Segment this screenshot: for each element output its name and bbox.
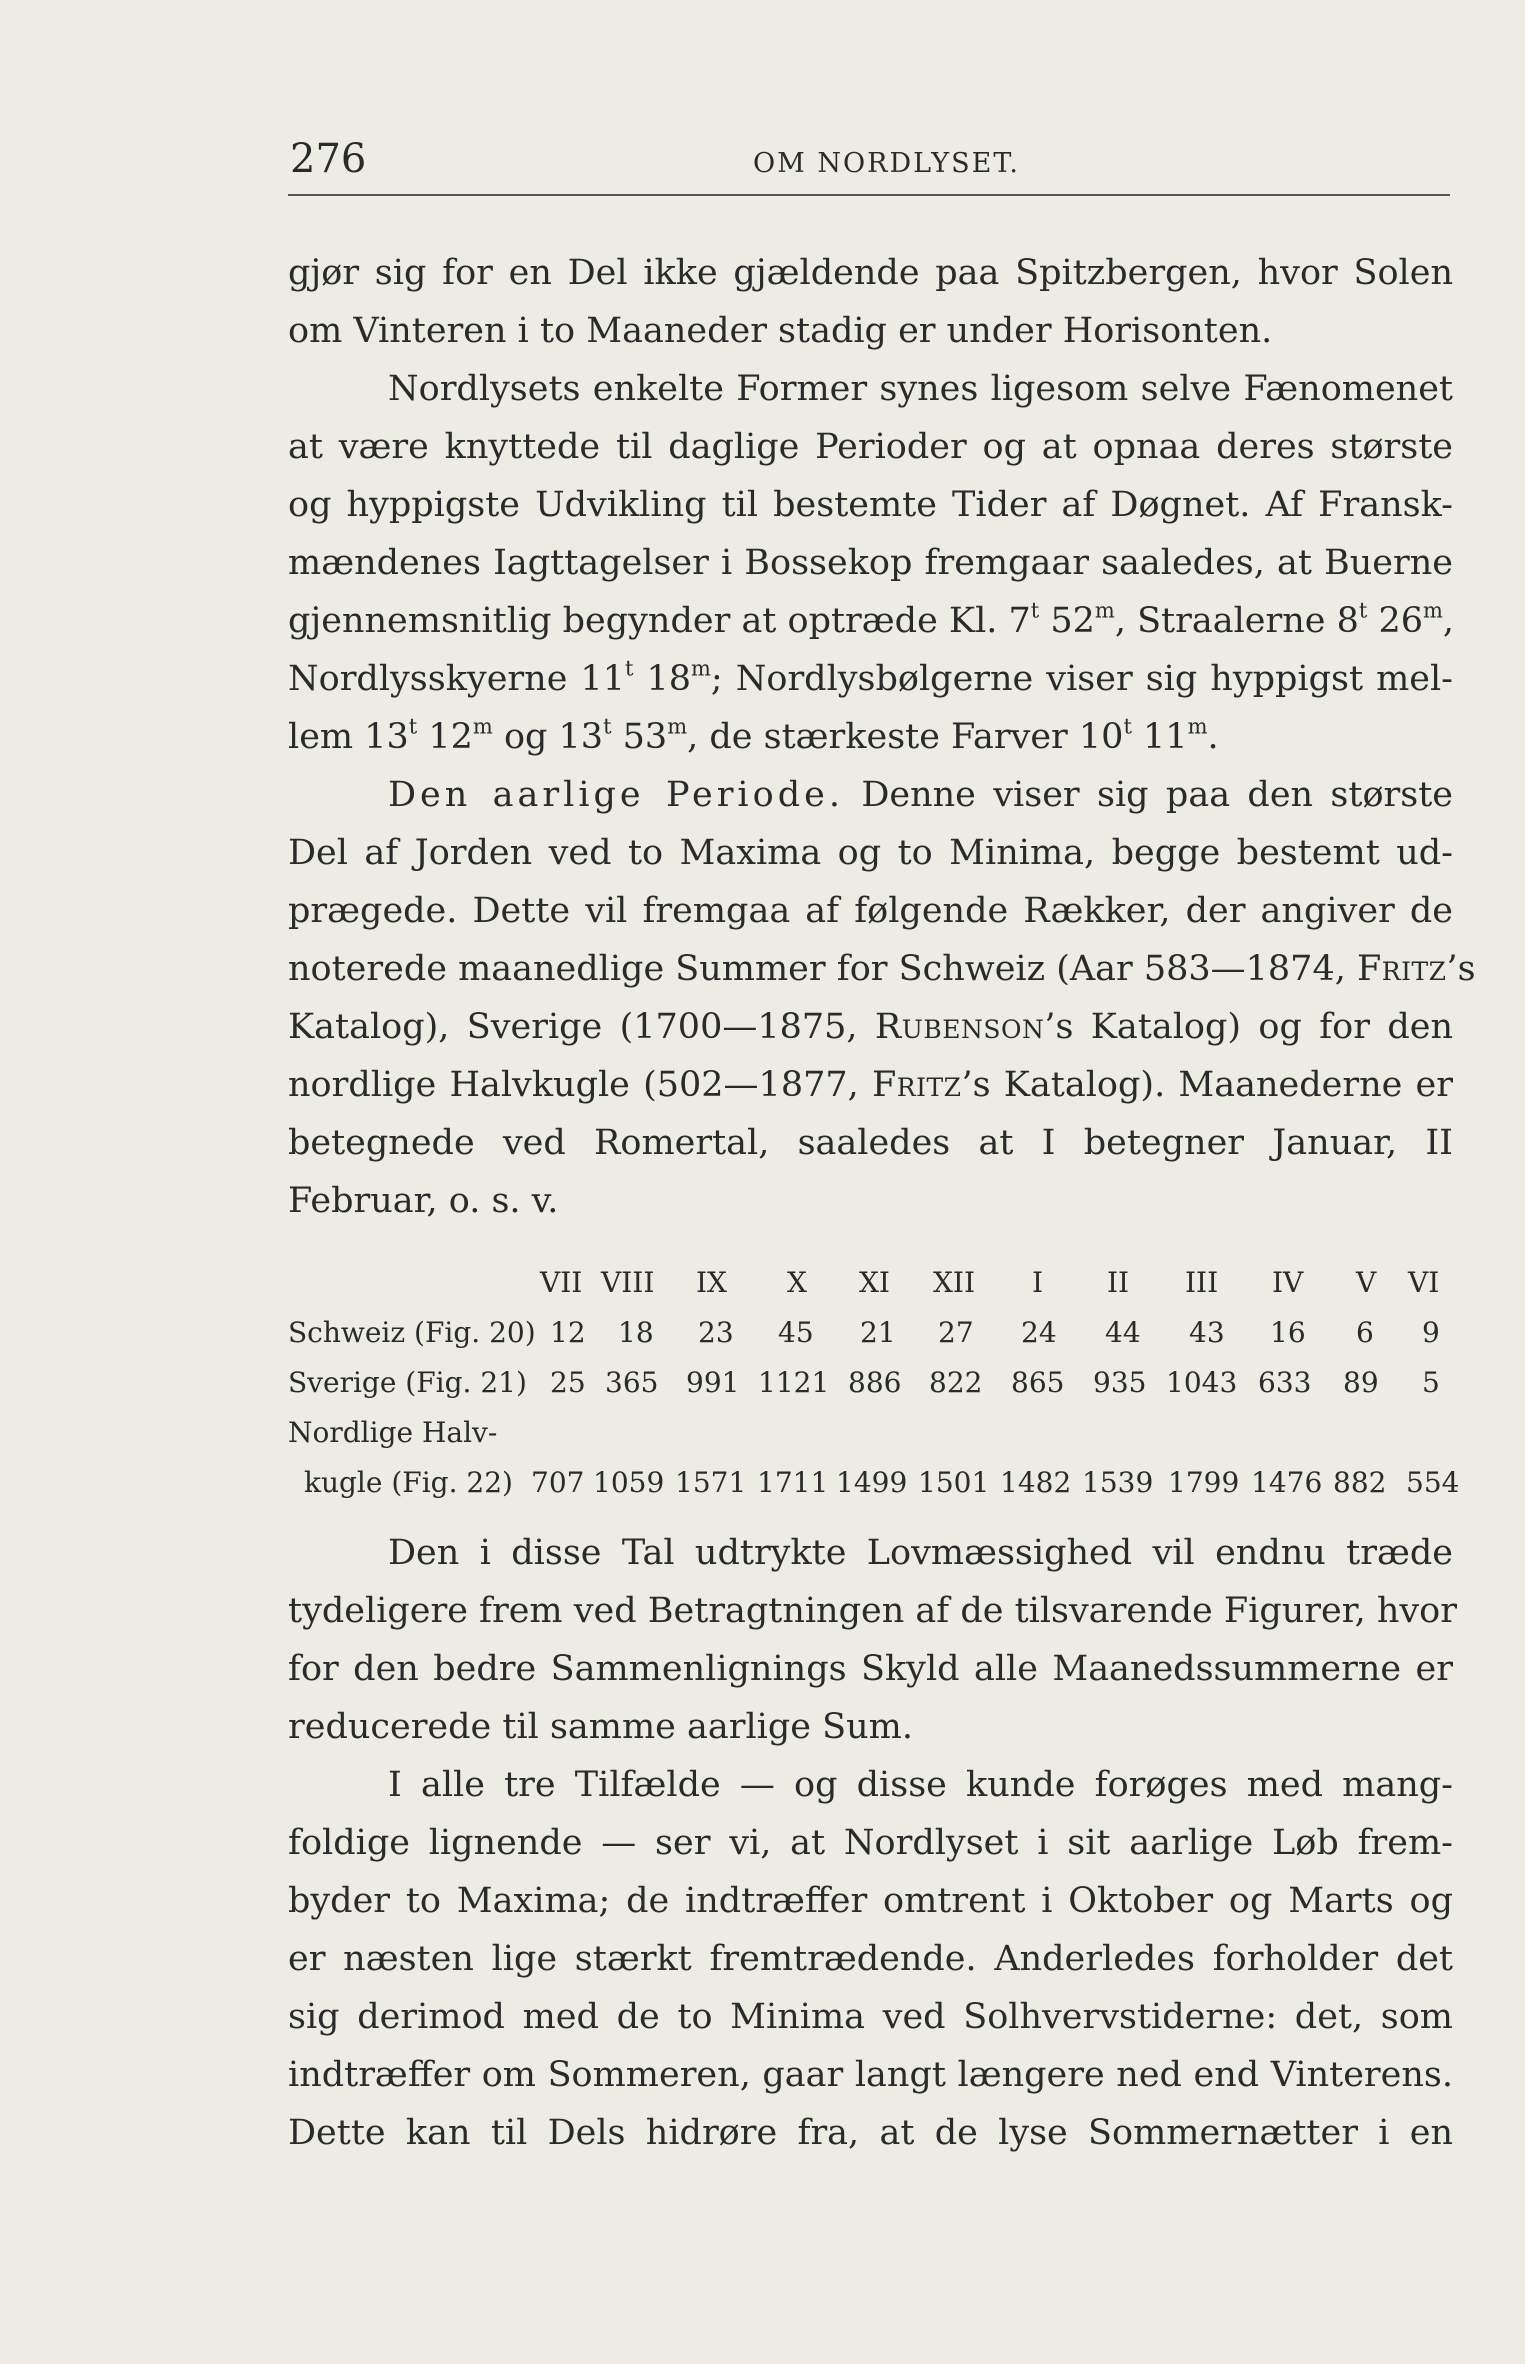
table-cell: 886 xyxy=(848,1366,902,1399)
table-row xyxy=(288,1458,1458,1508)
month-header: VIII xyxy=(601,1266,655,1299)
table-cell: 1121 xyxy=(758,1366,830,1399)
section-heading: Den aarlige Periode. xyxy=(388,775,844,815)
text-line: indtræffer om Sommeren, gaar langt længere ned end Vinterens. xyxy=(288,2055,1453,2095)
table-cell: 1539 xyxy=(1082,1466,1154,1499)
month-header: VI xyxy=(1408,1266,1440,1299)
text-line: mændenes Iagttagelser i Bossekop fremgaar saaledes, at Buerne xyxy=(288,543,1453,583)
row-label: Nordlige Halv- xyxy=(288,1416,498,1449)
table-cell: 1482 xyxy=(1000,1466,1072,1499)
body-text-bottom xyxy=(288,1524,1457,2162)
table-cell: 554 xyxy=(1406,1466,1460,1499)
row-label: kugle (Fig. 22) xyxy=(304,1466,513,1499)
page-number: 276 xyxy=(290,136,367,182)
table-cell: 365 xyxy=(605,1366,659,1399)
text-line: for den bedre Sammenlignings Skyld alle Maanedssummerne er xyxy=(288,1649,1453,1689)
month-header: X xyxy=(787,1266,807,1299)
table-cell: 991 xyxy=(686,1366,740,1399)
text-line: om Vinteren i to Maaneder stadig er under Horisonten. xyxy=(288,311,1273,351)
table-cell: 1499 xyxy=(836,1466,908,1499)
table-cell: 9 xyxy=(1422,1316,1440,1349)
table-cell: 6 xyxy=(1356,1316,1374,1349)
table-cell: 1476 xyxy=(1251,1466,1323,1499)
text-line: Katalog), Sverige (1700—1875, Rubenson’s Katalog) og for den xyxy=(288,1007,1453,1047)
text-line: Nordlysets enkelte Former synes ligesom selve Fænomenet xyxy=(388,369,1453,409)
text-line: Del af Jorden ved to Maxima og to Minima, begge bestemt ud- xyxy=(288,833,1453,873)
table-cell: 21 xyxy=(860,1316,896,1349)
text-line: foldige lignende — ser vi, at Nordlyset i sit aarlige Løb frem- xyxy=(288,1823,1453,1863)
page-header xyxy=(288,128,1450,196)
month-header: XII xyxy=(933,1266,976,1299)
month-header: III xyxy=(1185,1266,1219,1299)
text-line: Dette kan til Dels hidrøre fra, at de lyse Sommernætter i en xyxy=(288,2113,1453,2153)
table-row xyxy=(288,1408,1458,1458)
text-line: nordlige Halvkugle (502—1877, Fritz’s Katalog). Maanederne er xyxy=(288,1065,1453,1105)
table-cell: 44 xyxy=(1105,1316,1141,1349)
text-line: byder to Maxima; de indtræffer omtrent i Oktober og Marts og xyxy=(288,1881,1453,1921)
table-cell: 18 xyxy=(618,1316,654,1349)
text-line: er næsten lige stærkt fremtrædende. Anderledes forholder det xyxy=(288,1939,1453,1979)
table-cell: 1059 xyxy=(593,1466,665,1499)
table-cell: 1799 xyxy=(1168,1466,1240,1499)
table-cell: 25 xyxy=(550,1366,586,1399)
table-cell: 1501 xyxy=(918,1466,990,1499)
table-cell: 707 xyxy=(531,1466,585,1499)
table-cell: 1043 xyxy=(1166,1366,1238,1399)
text-line: noterede maanedlige Summer for Schweiz (Aar 583—1874, Fritz’s xyxy=(288,949,1476,989)
text-line: prægede. Dette vil fremgaa af følgende Rækker, der angiver de xyxy=(288,891,1453,931)
month-header: IV xyxy=(1272,1266,1304,1299)
month-header: XI xyxy=(859,1266,890,1299)
text-line: at være knyttede til daglige Perioder og at opnaa deres største xyxy=(288,427,1453,467)
text-line: I alle tre Tilfælde — og disse kunde forøges med mang- xyxy=(388,1765,1453,1805)
table-cell: 1571 xyxy=(675,1466,747,1499)
table-row xyxy=(288,1308,1458,1358)
table-cell: 16 xyxy=(1270,1316,1306,1349)
table-cell: 5 xyxy=(1422,1366,1440,1399)
body-text-top xyxy=(288,244,1476,1230)
table-cell: 882 xyxy=(1333,1466,1387,1499)
table-cell: 1711 xyxy=(757,1466,829,1499)
table-cell: 633 xyxy=(1258,1366,1312,1399)
text-line: gjør sig for en Del ikke gjældende paa Spitzbergen, hvor Solen xyxy=(288,253,1453,293)
month-header: II xyxy=(1107,1266,1130,1299)
text-line: sig derimod med de to Minima ved Solhvervstiderne: det, som xyxy=(288,1997,1453,2037)
table-cell: 43 xyxy=(1189,1316,1225,1349)
table-cell: 45 xyxy=(778,1316,814,1349)
text-line: og hyppigste Udvikling til bestemte Tider af Døgnet. Af Fransk- xyxy=(288,485,1453,525)
text-line: Den i disse Tal udtrykte Lovmæssighed vil endnu træde xyxy=(388,1533,1453,1573)
month-header: I xyxy=(1032,1266,1044,1299)
text-line: gjennemsnitlig begynder at optræde Kl. 7$^t$ 52$^m$, Straalerne 8$^t$ 26$^m$, xyxy=(288,598,1455,641)
month-header: V xyxy=(1356,1266,1377,1299)
month-header: IX xyxy=(696,1266,727,1299)
table-cell: 27 xyxy=(938,1316,974,1349)
row-label: Schweiz (Fig. 20) xyxy=(288,1316,536,1349)
text-line: betegnede ved Romertal, saaledes at I betegner Januar, II xyxy=(288,1123,1453,1163)
row-label: Sverige (Fig. 21) xyxy=(288,1366,527,1399)
table-cell: 23 xyxy=(698,1316,734,1349)
monthly-sums-table xyxy=(288,1258,1458,1508)
text-line: lem 13$^t$ 12$^m$ og 13$^t$ 53$^m$, de stærkeste Farver 10$^t$ 11$^m$. xyxy=(288,714,1219,757)
table-header-row xyxy=(288,1258,1458,1308)
table-cell: 12 xyxy=(550,1316,586,1349)
text-line: reducerede til samme aarlige Sum. xyxy=(288,1707,913,1747)
table-cell: 89 xyxy=(1343,1366,1379,1399)
table-cell: 24 xyxy=(1021,1316,1057,1349)
text-line: Den aarlige Periode. Denne viser sig paa den største xyxy=(388,775,1454,815)
text-line: Februar, o. s. v. xyxy=(288,1181,559,1221)
table-row xyxy=(288,1358,1458,1408)
table-cell: 865 xyxy=(1011,1366,1065,1399)
running-head: OM NORDLYSET. xyxy=(753,148,1020,179)
table-cell: 935 xyxy=(1093,1366,1147,1399)
text-line: Nordlysskyerne 11$^t$ 18$^m$; Nordlysbølgerne viser sig hyppigst mel- xyxy=(288,656,1453,699)
month-header: VII xyxy=(540,1266,583,1299)
table-cell: 822 xyxy=(929,1366,983,1399)
text-line: tydeligere frem ved Betragtningen af de tilsvarende Figurer, hvor xyxy=(288,1591,1457,1631)
